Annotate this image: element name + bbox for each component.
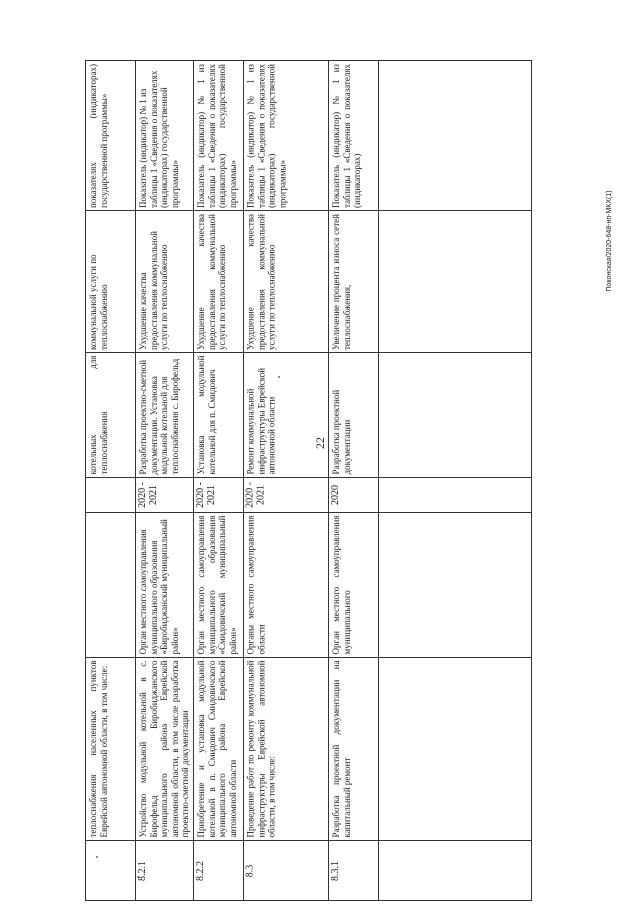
row-4-num-cell: [329, 841, 379, 901]
row-1-result-cell: [136, 353, 194, 478]
blank-consequences-cell: [379, 211, 532, 353]
row-1-consequences-cell: [136, 211, 194, 353]
row-4-executor-cell: [329, 513, 379, 658]
blank-indicator-cell: [379, 61, 532, 211]
blank-result-cell: [379, 353, 532, 478]
row-4-executor: Орган местного самоуправления муниципального: [330, 515, 351, 655]
row-1-consequences: Ухудшение качества предоставления коммунальной услуги по теплоснабжению: [137, 230, 169, 350]
blank-num-cell: [379, 841, 532, 901]
row-3-term-cell: [244, 478, 329, 513]
row-1-executor: Орган местного самоуправления муниципального образования «Биробиджанский муниципальный район»: [137, 519, 179, 655]
row-2-consequences-cell: [194, 211, 244, 353]
row-0-executor: [86, 513, 136, 658]
row-3-num: 8.3: [244, 864, 256, 877]
row-4-consequences-cell: [329, 211, 379, 353]
row-0-num-cell: [86, 841, 136, 901]
row-2-name: Приобретение и установка модульной котельной в п. Смидович Смидовичского муниципального района Еврейской автономной области: [195, 660, 237, 838]
row-1-term: 2020 - 2021: [136, 482, 158, 508]
blank-term-cell: [379, 478, 532, 513]
row-4-consequences: Увеличение процента износа сетей теплоснабжения,: [330, 213, 351, 350]
row-1-term-cell: [136, 478, 194, 513]
row-3-num-cell: [244, 841, 329, 901]
row-2-term: 2020 - 2021: [194, 482, 216, 508]
row-3-executor-cell: [244, 513, 329, 658]
row-2-indicator-cell: [194, 61, 244, 211]
row-4-num: 8.3.1: [329, 860, 341, 881]
measures-table: [85, 60, 532, 901]
row-3-indicator: Показатель (индикатор) № 1 из таблицы 1 «Сведения о показателях (индикаторах) государственной программы»: [245, 63, 287, 208]
row-4-result-cell: [329, 353, 379, 478]
row-1-name-cell: [136, 658, 194, 841]
row-0-term: [86, 478, 136, 513]
row-3-consequences-cell: [244, 211, 329, 353]
row-3-consequences: Ухудшение качества предоставления коммунальной услуги по теплоснабжению: [245, 213, 277, 350]
blank-executor-cell: [379, 513, 532, 658]
row-2-indicator: Показатель (индикатор) № 1 из таблицы 1 «Сведения о показателях (индикаторах) государственной программы»: [195, 63, 237, 208]
row-3-name-cell: [244, 658, 329, 841]
row-2-num: 8.2.2: [194, 860, 206, 881]
row-0-num: [86, 841, 136, 901]
row-4-indicator: Показатель (индикатор) № 1 из таблицы 1 «Сведения о показателях (индикаторах): [330, 63, 362, 208]
row-4-term-cell: [329, 478, 379, 513]
row-2-num-cell: [194, 841, 244, 901]
row-4-name-cell: [329, 658, 379, 841]
row-1-result: Разработка проектно-сметной документации. Установка модульной котельной для теплоснабжения с. Бирофельд: [137, 358, 179, 475]
blank-name-cell: [379, 658, 532, 841]
row-1-executor-cell: [136, 513, 194, 658]
row-4-result: Разработка проектной документации: [330, 389, 351, 475]
row-3-term: 2020 - 2021: [244, 482, 266, 508]
page-number: 22: [313, 437, 327, 449]
row-0-result: котельных для теплоснабжения: [87, 355, 108, 475]
row-2-result: Установка модульной котельной для п. Смидович: [195, 355, 216, 475]
row-0-executor-cell: [86, 513, 136, 658]
row-1-num-cell: [136, 841, 194, 901]
row-0-result-cell: [86, 353, 136, 478]
row-3-result: Ремонт коммунальной инфраструктуры Еврейской автономной области: [245, 367, 277, 475]
row-1-indicator: Показатель (индикатор) № 1 из таблицы 1 «Сведения о показателях (индикаторах) государственной программы»: [137, 70, 179, 208]
row-1-num: 8.2.1: [136, 860, 148, 881]
row-3-name: Проведение работ по ремонту коммунальной инфраструктуры Еврейской автономной области, в том числе:: [245, 660, 277, 838]
row-4-term: 2020: [329, 485, 341, 505]
row-1-indicator-cell: [136, 61, 194, 211]
row-0-name: теплоснабжения населенных пунктов Еврейской автономной области, в том числе:: [87, 660, 108, 838]
row-4-name: Разработка проектной документации на капитальный ремонт: [330, 660, 351, 838]
row-2-executor: Орган местного самоуправления муниципального образования «Смидовичский муниципальный район»: [195, 515, 237, 655]
row-4-indicator-cell: [329, 61, 379, 211]
row-2-name-cell: [194, 658, 244, 841]
row-1-name: Устройство модульной котельной в с. Бирофельд Биробиджанского муниципального района Еврейской автономной области, в том числе разработка проектно-сметной документации: [137, 660, 190, 838]
row-0-indicator-cell: [86, 61, 136, 211]
row-0-name-cell: [86, 658, 136, 841]
row-2-term-cell: [194, 478, 244, 513]
row-3-result-cell: [244, 353, 329, 478]
row-2-result-cell: [194, 353, 244, 478]
row-0-indicator: показателях (индикаторах) государственной программы»: [87, 63, 108, 208]
row-0-term-cell: [86, 478, 136, 513]
row-2-consequences: Ухудшение качества предоставления коммунальной услуги по теплоснабжению: [195, 213, 227, 350]
row-2-executor-cell: [194, 513, 244, 658]
row-3-executor: Органы местного самоуправления области: [245, 515, 266, 655]
document-side-note: Поконская/2020-648-нп-МКХ(1): [606, 190, 613, 292]
row-0-consequences-cell: [86, 211, 136, 353]
row-0-consequences: коммунальной услуги по теплоснабжению: [87, 253, 108, 350]
row-3-indicator-cell: [244, 61, 329, 211]
